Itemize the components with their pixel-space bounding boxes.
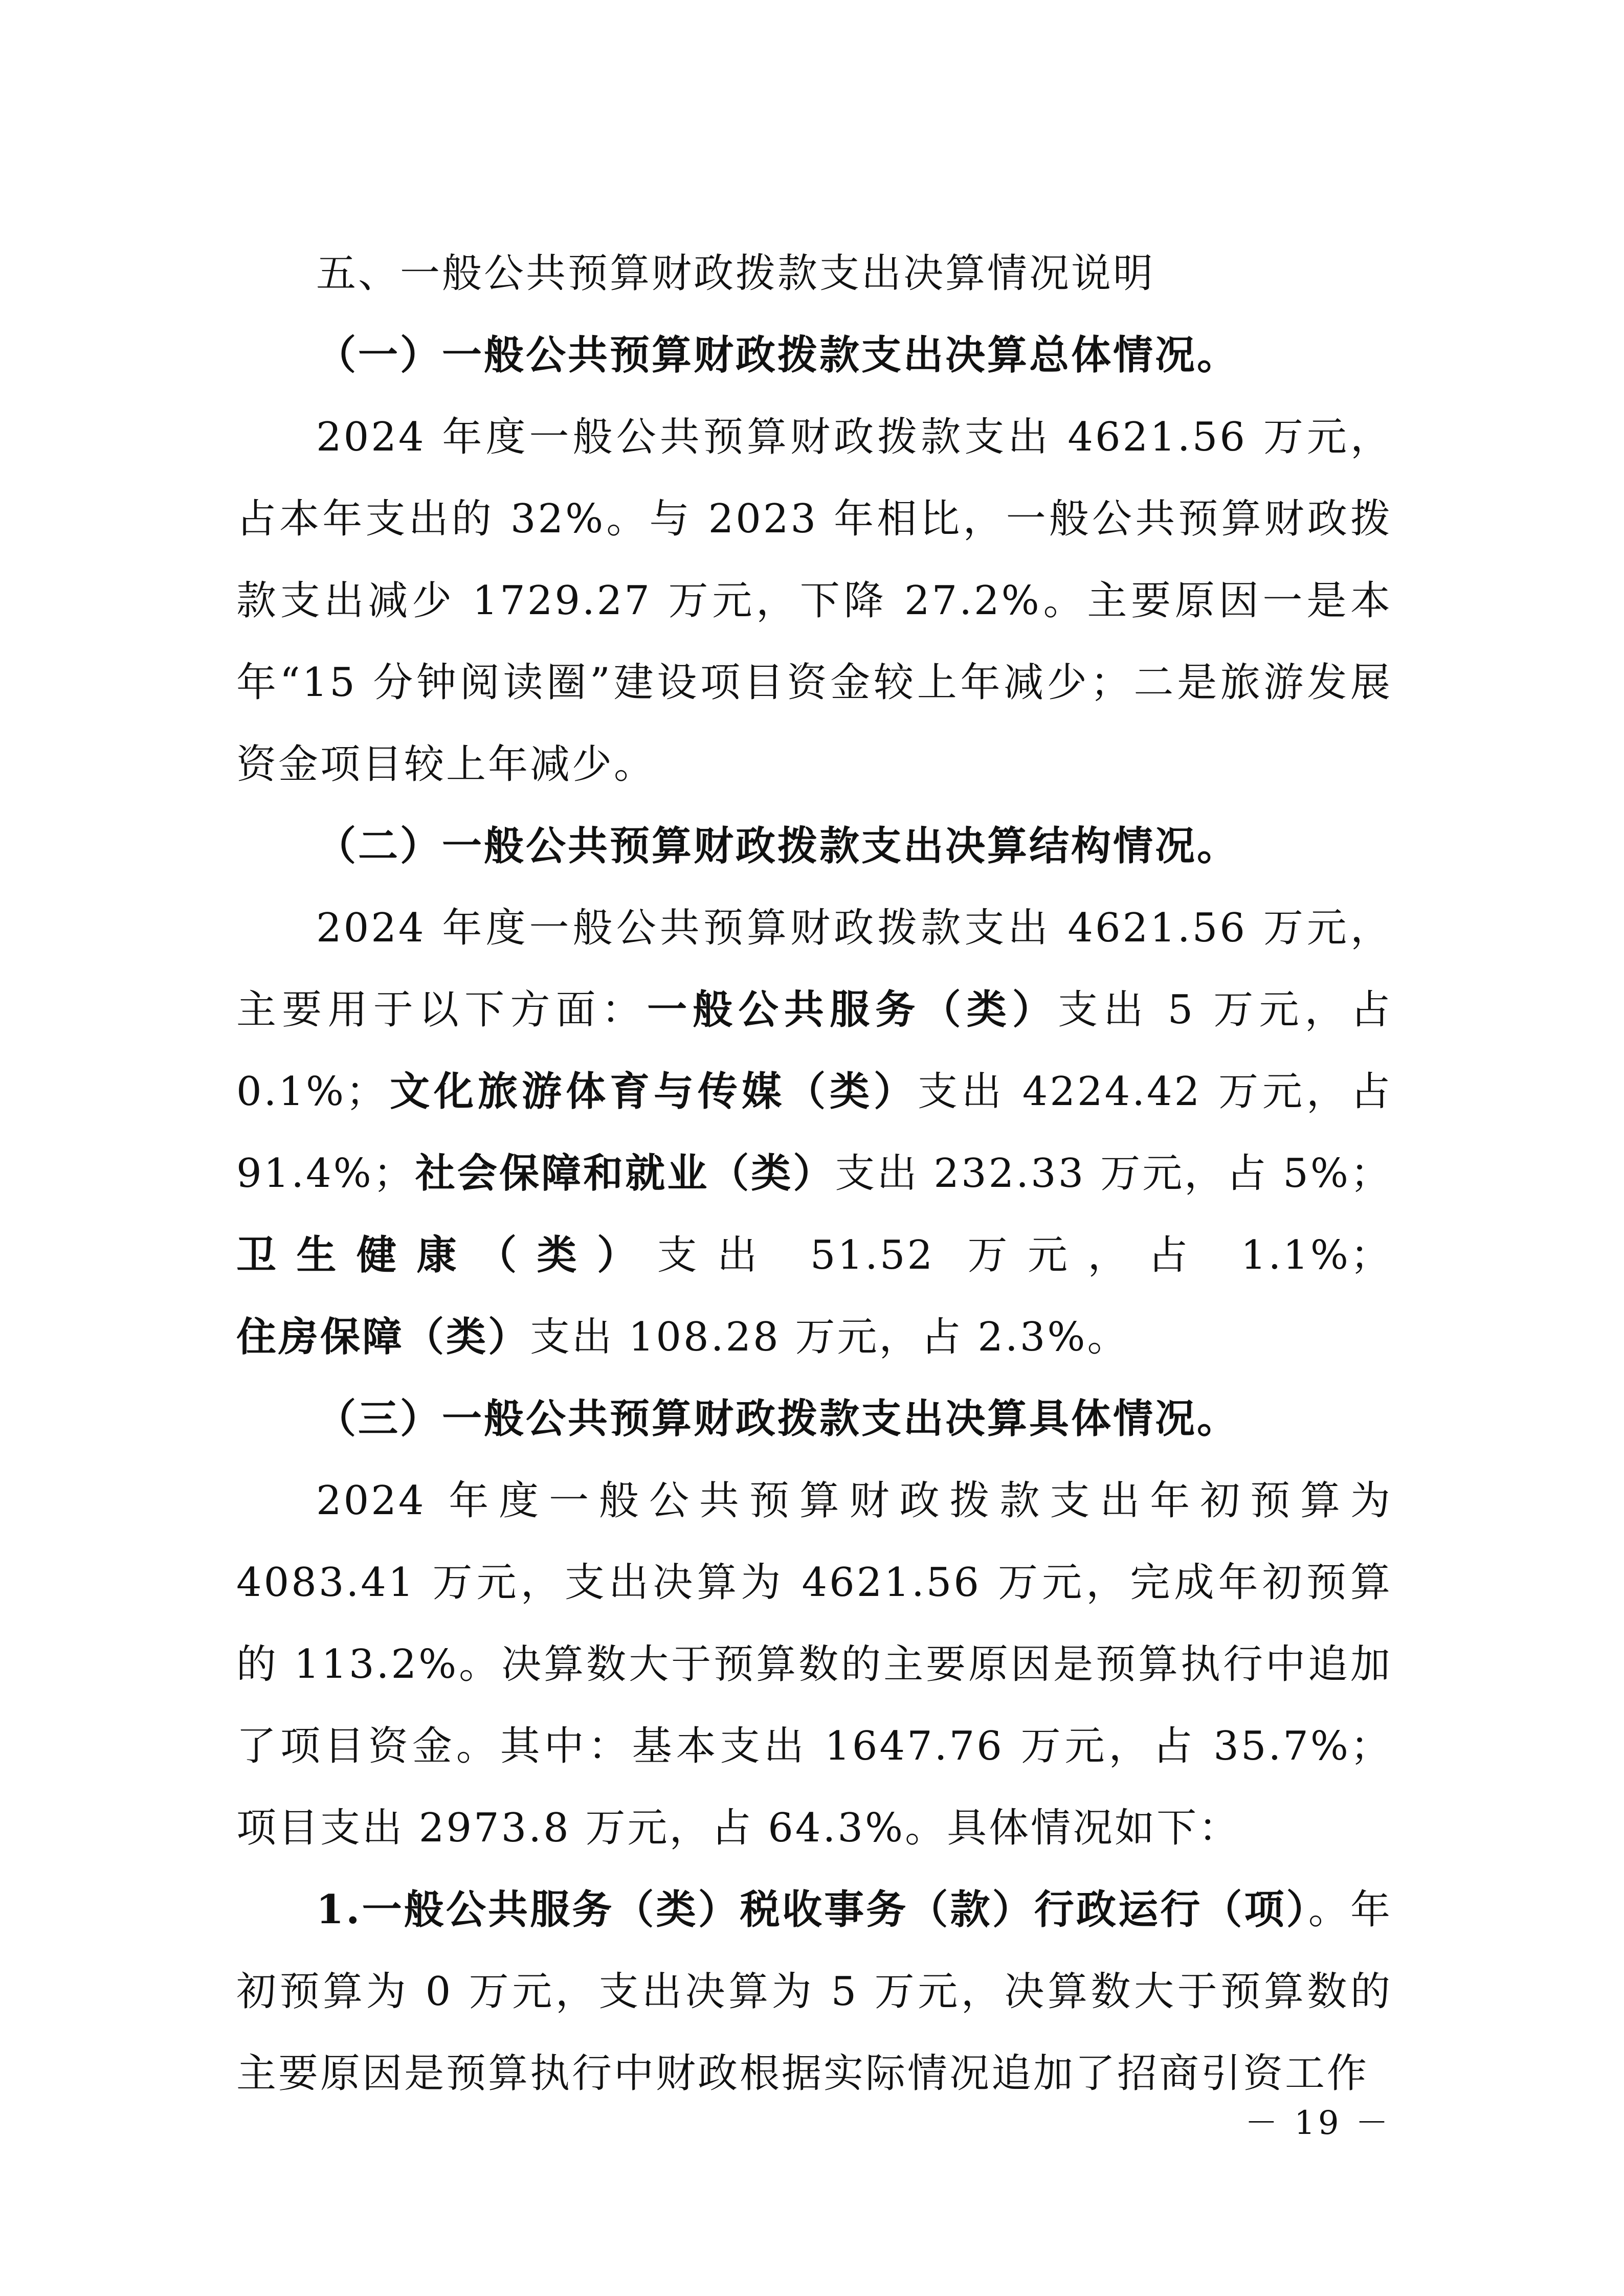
subsection-title-1: （一）一般公共预算财政拨款支出决算总体情况。 (316, 332, 1239, 378)
category-detail: 支出 5 万元，占 0.1%； (236, 987, 1392, 1115)
paragraph-item-1 (236, 1869, 1392, 2114)
category-detail: 支出 108.28 万元，占 2.3%。 (530, 1314, 1129, 1360)
paragraph-specific: 2024 年度一般公共预算财政拨款支出年初预算为 4083.41 万元，支出决算为 4621.56 万元，完成年初预算的 113.2%。决算数大于预算数的主要原因是预算执行中追加了项目资金。其中：基本支出 1647.76 万元，占 35.7%；项目支出 2973.8 万元，占 64.3%。具体情况如下： (236, 1478, 1392, 1851)
subsection-title-2: （二）一般公共预算财政拨款支出决算结构情况。 (316, 823, 1239, 869)
category-name: 住房保障（类） (236, 1314, 530, 1360)
item-1-title: 1.一般公共服务（类）税收事务（款）行政运行（项） (316, 1886, 1308, 1933)
category-detail: 支出 232.33 万元，占 5%； (835, 1151, 1392, 1197)
category-detail: 支出 4224.42 万元，占 91.4%； (236, 1069, 1392, 1197)
page-number: － 19 － (1244, 2104, 1391, 2142)
document-body (236, 233, 1392, 2114)
paragraph-overall: 2024 年度一般公共预算财政拨款支出 4621.56 万元，占本年支出的 32%。与 2023 年相比，一般公共预算财政拨款支出减少 1729.27 万元，下降 27.2%。主要原因一是本年“15 分钟阅读圈”建设项目资金较上年减少；二是旅游发展资金项目较上年减少。 (236, 414, 1392, 787)
structure-intro: 2024 年度一般公共预算财政拨款支出 4621.56 万元，主要用于以下方面： (236, 905, 1392, 1033)
item-1-title-suffix: 。 (1308, 1887, 1350, 1933)
category-name: 一般公共服务（类） (647, 986, 1058, 1033)
subsection-title-3: （三）一般公共预算财政拨款支出决算具体情况。 (316, 1395, 1239, 1442)
category-name: 文化旅游体育与传媒（类） (388, 1068, 918, 1115)
paragraph-structure (236, 887, 1392, 1378)
category-name: 社会保障和就业（类） (415, 1150, 835, 1197)
section-title: 五、一般公共预算财政拨款支出决算情况说明 (316, 251, 1155, 297)
category-detail: 支出 51.52 万元，占 1.1%； (657, 1232, 1392, 1278)
category-name: 卫生健康（类） (236, 1232, 657, 1278)
item-1-text: 年初预算为 0 万元，支出决算为 5 万元，决算数大于预算数的主要原因是预算执行中财政根据实际情况追加了招商引资工作 (236, 1887, 1392, 2097)
